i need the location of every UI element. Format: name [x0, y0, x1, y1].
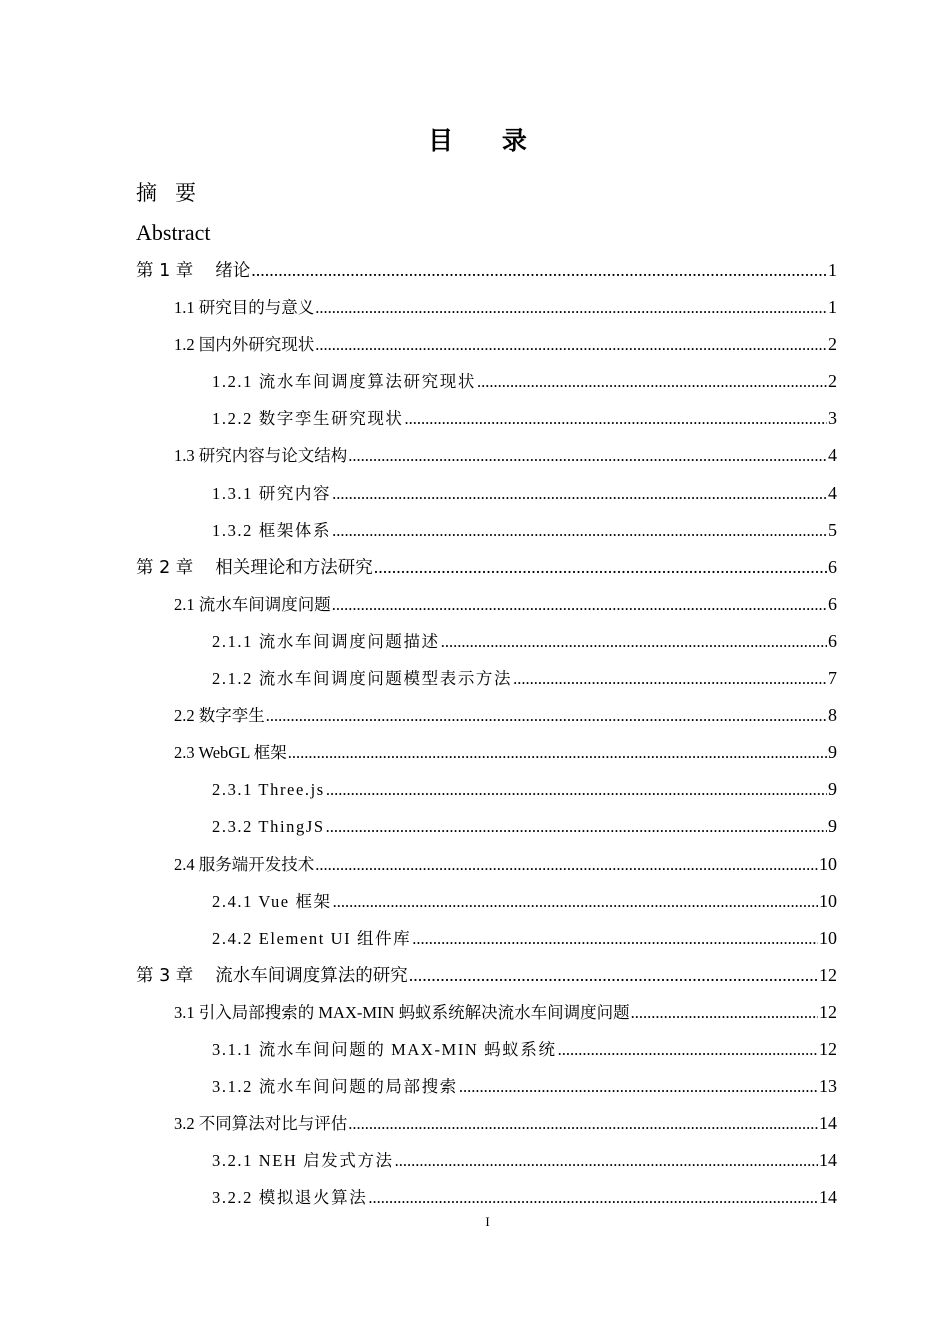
toc-entry-text: 3.1 引入局部搜索的 MAX-MIN 蚂蚁系统解决流水车间调度问题 [174, 1002, 630, 1022]
toc-entry-text: 3.2.1 NEH 启发式方法 [212, 1151, 394, 1171]
toc-chapter-entry[interactable] [136, 213, 837, 252]
toc-entry-label [174, 846, 314, 883]
dot-leader [332, 586, 827, 623]
dot-leader [326, 808, 827, 845]
dot-leader [558, 1031, 818, 1068]
toc-subsection-entry[interactable] [136, 512, 837, 549]
toc-section-entry[interactable] [136, 1105, 837, 1142]
toc-entry-text: 1.2.1 流水车间调度算法研究现状 [212, 372, 476, 392]
dot-leader [348, 437, 827, 474]
toc-entry-text: 1.3.2 框架体系 [212, 520, 332, 540]
toc-subsection-entry[interactable] [136, 1031, 837, 1068]
toc-subsection-entry[interactable] [136, 1068, 837, 1105]
toc-entry-text: 3.2.2 模拟退火算法 [212, 1188, 368, 1208]
toc-entry-text: 1.3.1 研究内容 [212, 483, 332, 503]
toc-entry-label [212, 660, 512, 697]
chapter-number: 第 2 章 [136, 557, 194, 578]
toc-subsection-entry[interactable] [136, 1179, 837, 1216]
toc-page-number: 5 [828, 519, 837, 540]
toc-page-number: 8 [828, 705, 837, 726]
chapter-number: 第 1 章 [136, 261, 194, 281]
toc-entry-label [136, 550, 373, 587]
dot-leader [405, 400, 827, 437]
toc-section-entry[interactable] [136, 734, 837, 771]
toc-section-entry[interactable] [136, 994, 837, 1031]
toc-entry-text: 1.3 研究内容与论文结构 [174, 446, 348, 466]
toc-entry-label [136, 213, 211, 252]
dot-leader [513, 660, 827, 697]
toc-entry-label [136, 958, 408, 995]
toc-entry-label [174, 1105, 347, 1142]
toc-page-number: 14 [819, 1187, 837, 1208]
toc-chapter-entry[interactable] [136, 252, 837, 289]
dot-leader [441, 623, 827, 660]
toc-entry-text: 1.2.2 数字孪生研究现状 [212, 409, 404, 429]
toc-entry-label [212, 400, 404, 437]
toc-page-number: 2 [828, 371, 837, 392]
toc-section-entry[interactable] [136, 326, 837, 363]
dot-leader [374, 549, 827, 586]
dot-leader [459, 1068, 818, 1105]
toc-subsection-entry[interactable] [136, 808, 837, 845]
toc-page-number: 1 [828, 260, 837, 280]
toc-page-number: 4 [828, 482, 837, 503]
dot-leader [315, 846, 818, 883]
toc-entry-text: 流水车间调度算法的研究 [215, 965, 408, 986]
dot-leader [412, 920, 818, 957]
toc-page-number: 7 [828, 668, 837, 689]
toc-entry-label [212, 771, 325, 808]
dot-leader [315, 289, 827, 326]
toc-entry-text: 相关理论和方法研究 [215, 557, 373, 578]
toc-page-number: 12 [819, 964, 837, 985]
toc-subsection-entry[interactable] [136, 400, 837, 437]
toc-page-number: 6 [828, 556, 837, 577]
toc-entry-text: 2.4.1 Vue 框架 [212, 891, 332, 911]
dot-leader [332, 475, 827, 512]
toc-entry-text: 2.1 流水车间调度问题 [174, 594, 331, 614]
toc-subsection-entry[interactable] [136, 1142, 837, 1179]
toc-page-number: 14 [819, 1113, 837, 1134]
toc-section-entry[interactable] [136, 586, 837, 623]
toc-entry-label [212, 920, 411, 957]
dot-leader [333, 883, 818, 920]
toc-subsection-entry[interactable] [136, 883, 837, 920]
chapter-number: 第 3 章 [136, 965, 194, 986]
toc-page-number: 6 [828, 630, 837, 651]
toc-page-number: 4 [828, 445, 837, 466]
toc-entry-text: 2.2 数字孪生 [174, 706, 265, 726]
toc-chapter-entry[interactable] [136, 957, 837, 994]
toc-entry-label [174, 326, 314, 363]
toc-page-number: 12 [819, 1038, 837, 1059]
toc-subsection-entry[interactable] [136, 475, 837, 512]
dot-leader [251, 252, 827, 289]
toc-entry-text: 2.1.1 流水车间调度问题描述 [212, 631, 440, 651]
toc-entry-text: 1.1 研究目的与意义 [174, 298, 315, 318]
toc-entry-label [174, 289, 314, 326]
toc-subsection-entry[interactable] [136, 920, 837, 957]
toc-section-entry[interactable] [136, 846, 837, 883]
toc-subsection-entry[interactable] [136, 623, 837, 660]
toc-page-number: 10 [819, 853, 837, 874]
toc-page-number: 2 [828, 334, 837, 355]
toc-chapter-entry[interactable] [136, 549, 837, 586]
toc-entry-label [212, 623, 440, 660]
dot-leader [477, 363, 827, 400]
dot-leader [631, 994, 818, 1031]
toc-entry-text: 3.1.1 流水车间问题的 MAX-MIN 蚂蚁系统 [212, 1039, 557, 1059]
toc-page-number: 9 [828, 779, 837, 800]
toc-page-number: 10 [819, 927, 837, 948]
dot-leader [368, 1179, 818, 1216]
toc-section-entry[interactable] [136, 697, 837, 734]
toc-page-number: 9 [828, 742, 837, 763]
page-number-footer: I [485, 1214, 490, 1229]
toc-entry-label [212, 1068, 458, 1105]
toc-entry-text: 2.3 WebGL 框架 [174, 743, 287, 763]
toc-entry-text: Abstract [136, 220, 211, 245]
toc-entry-label [212, 363, 476, 400]
toc-entry-text: 2.4 服务端开发技术 [174, 854, 315, 874]
dot-leader [409, 957, 818, 994]
toc-entry-text: 2.4.2 Element UI 组件库 [212, 928, 412, 948]
toc-page-number: 9 [828, 816, 837, 837]
toc-entry-label [174, 697, 265, 734]
toc-chapter-entry[interactable] [136, 174, 837, 213]
dot-leader [348, 1105, 818, 1142]
page-title: 目 录 [428, 126, 547, 155]
toc-section-entry[interactable] [136, 289, 837, 326]
dot-leader [332, 512, 827, 549]
toc-entry-label [212, 512, 331, 549]
dot-leader [266, 697, 827, 734]
dot-leader [395, 1142, 818, 1179]
toc-page-number: 13 [819, 1076, 837, 1097]
table-of-contents [136, 174, 837, 1216]
toc-entry-label [136, 253, 250, 290]
toc-page-number: 6 [828, 593, 837, 614]
toc-entry-text: 1.2 国内外研究现状 [174, 335, 315, 355]
toc-entry-text: 3.2 不同算法对比与评估 [174, 1114, 348, 1134]
toc-entry-label [212, 1031, 557, 1068]
toc-subsection-entry[interactable] [136, 363, 837, 400]
toc-entry-label [212, 1142, 394, 1179]
toc-entry-label [174, 994, 630, 1031]
dot-leader [288, 734, 827, 771]
toc-page-number: 12 [819, 1001, 837, 1022]
toc-page-number: 1 [828, 297, 837, 318]
toc-entry-label [174, 586, 331, 623]
toc-entry-text: 2.3.2 ThingJS [212, 817, 325, 837]
toc-entry-text: 3.1.2 流水车间问题的局部搜索 [212, 1077, 458, 1097]
dot-leader [326, 771, 827, 808]
toc-subsection-entry[interactable] [136, 771, 837, 808]
toc-entry-label [174, 437, 347, 474]
toc-entry-text: 摘要 [136, 181, 214, 205]
toc-entry-label [136, 174, 214, 213]
toc-entry-label [212, 808, 325, 845]
toc-entry-label [212, 475, 331, 512]
toc-page-number: 14 [819, 1150, 837, 1171]
toc-section-entry[interactable] [136, 437, 837, 474]
toc-page-number: 3 [828, 408, 837, 429]
toc-entry-label [212, 883, 332, 920]
toc-subsection-entry[interactable] [136, 660, 837, 697]
toc-entry-text: 绪论 [215, 261, 251, 281]
toc-entry-text: 2.1.2 流水车间调度问题模型表示方法 [212, 669, 513, 689]
dot-leader [315, 326, 827, 363]
toc-page-number: 10 [819, 890, 837, 911]
toc-entry-label [212, 1179, 367, 1216]
toc-entry-text: 2.3.1 Three.js [212, 780, 325, 800]
toc-entry-label [174, 734, 287, 771]
